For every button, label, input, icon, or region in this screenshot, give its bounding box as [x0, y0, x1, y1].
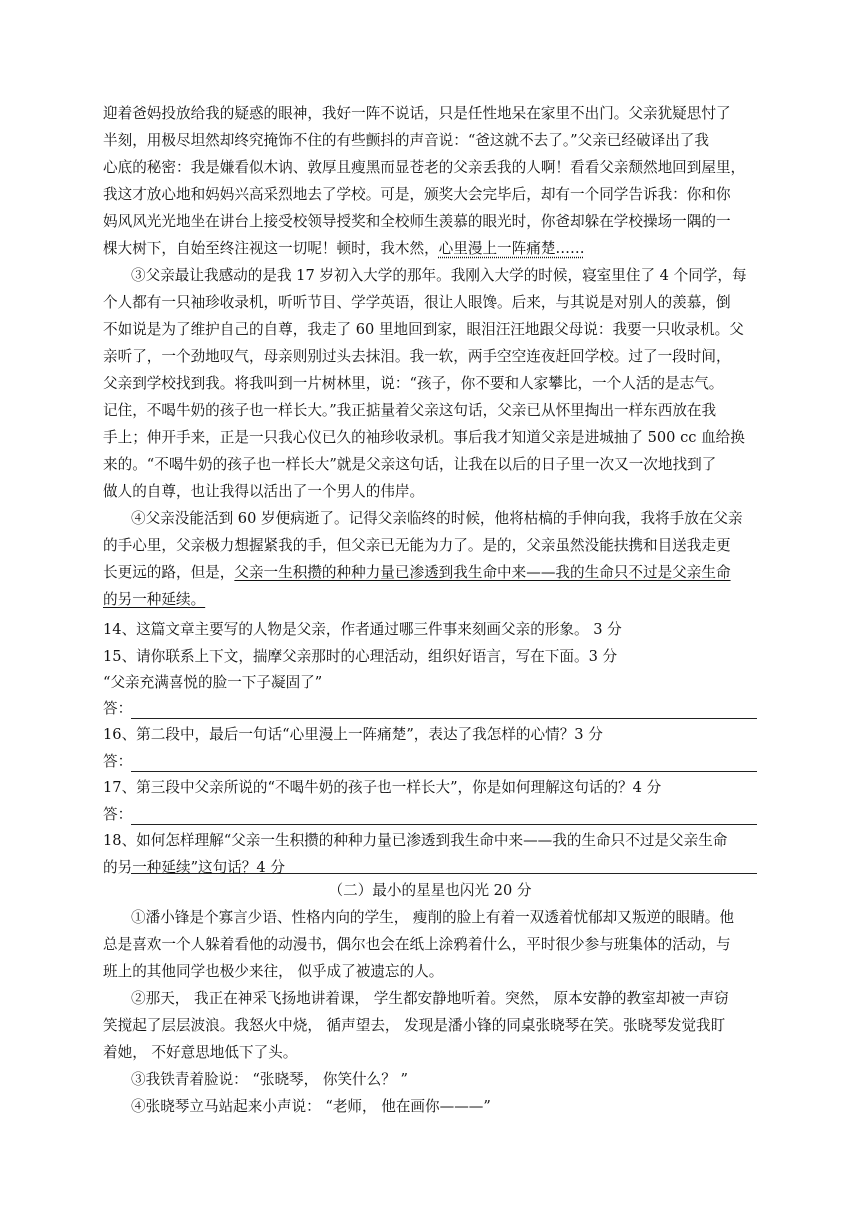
text-line: 手上；伸开手来，正是一只我心仪已久的袖珍收录机。事后我才知道父亲是进城抽了 500 cc 血给换 [103, 429, 745, 446]
question-14: 14、这篇文章主要写的人物是父亲，作者通过哪三件事来刻画父亲的形象。 3 分 [103, 621, 622, 638]
paragraph-3: ③我铁青着脸说： “张晓琴， 你笑什么？ ” [131, 1071, 408, 1088]
underlined-sentence: 的另一种延续。 [103, 591, 206, 608]
answer-line-15[interactable] [131, 718, 757, 719]
paragraph-1-first-line: ①潘小锋是个寡言少语、性格内向的学生， 瘦削的脸上有着一双透着忧郁却又叛逆的眼睛。他 [131, 909, 734, 926]
text-line: 亲听了，一个劲地叹气，母亲则别过头去抹泪。我一软，两手空空连夜赶回学校。过了一段时间， [103, 348, 731, 365]
section-title: （二）最小的星星也闪光 20 分 [328, 882, 532, 899]
text-segment: 长更远的路，但是， [103, 564, 235, 581]
text-line: 做人的自尊，也让我得以活出了一个男人的伟岸。 [103, 483, 425, 500]
text-line [103, 239, 763, 259]
paragraph-4-first-line: ④父亲没能活到 60 岁便病逝了。记得父亲临终的时候，他将枯槁的手伸向我，我将手放在父亲 [131, 510, 743, 527]
paragraph-4: ④张晓琴立马站起来小声说： “老师， 他在画你———” [131, 1098, 491, 1115]
paragraph-2-first-line: ②那天， 我正在神采飞扬地讲着课， 学生都安静地听着。突然， 原本安静的教室却被一声窃 [131, 990, 729, 1007]
text-line: 个人都有一只袖珍收录机，听听节目、学学英语，很让人眼馋。后来，与其说是对别人的羡慕，倒 [103, 294, 731, 311]
text-line: 我这才放心地和妈妈兴高采烈地去了学校。可是，颁奖大会完毕后，却有一个同学告诉我：你和你 [103, 186, 731, 203]
text-line: 父亲到学校找到我。将我叫到一片树林里，说：“孩子，你不要和人家攀比，一个人活的是志气。 [103, 375, 724, 392]
text-line: 妈风风光光地坐在讲台上接受校领导授奖和全校师生羡慕的眼光时，你爸却躲在学校操场一隅的一 [103, 213, 731, 230]
text-line: 心底的秘密：我是嫌看似木讷、敦厚且瘦黑而显苍老的父亲丢我的人啊！看看父亲颓然地回到屋里， [103, 159, 746, 176]
question-18-line-1: 18、如何怎样理解“父亲一生积攒的种种力量已渗透到我生命中来——我的生命只不过是父亲生命 [103, 832, 728, 849]
question-18-line-2: 的另一种延续”这句话？4 分 [103, 859, 285, 876]
text-line [103, 563, 763, 583]
text-line: 半刻，用极尽坦然却终究掩饰不住的有些颤抖的声音说：“爸这就不去了。”父亲已经破译出了我 [103, 132, 709, 149]
answer-label: 答： [103, 753, 133, 770]
underlined-sentence: 父亲一生积攒的种种力量已渗透到我生命中来——我的生命只不过是父亲生命 [234, 564, 731, 581]
question-15-quote: “父亲充满喜悦的脸一下子凝固了” [103, 674, 323, 691]
text-line: 来的。“不喝牛奶的孩子也一样长大”就是父亲这句话，让我在以后的日子里一次又一次地找到了 [103, 456, 717, 473]
text-line: 不如说是为了维护自己的自尊，我走了 60 里地回到家，眼泪汪汪地跟父母说：我要一只收录机。父 [103, 321, 744, 338]
answer-label: 答： [103, 806, 133, 823]
text-line: 班上的其他同学也极少来往， 似乎成了被遗忘的人。 [103, 963, 444, 980]
answer-line-16[interactable] [131, 771, 757, 772]
text-line: 总是喜欢一个人躲着看他的动漫书，偶尔也会在纸上涂鸦着什么，平时很少参与班集体的活动，与 [103, 936, 731, 953]
answer-line-17[interactable] [131, 824, 757, 825]
text-line: 笑搅起了层层波浪。我怒火中烧， 循声望去， 发现是潘小锋的同桌张晓琴在笑。张晓琴发觉我盯 [103, 1017, 726, 1034]
text-line [103, 590, 763, 610]
dotted-underlined-phrase: 心里漫上一阵痛楚…… [438, 240, 585, 257]
text-segment: 棵大树下，自始至终注视这一切呢！顿时，我木然， [103, 240, 439, 257]
text-line: 着她， 不好意思地低下了头。 [103, 1044, 298, 1061]
text-line: 的手心里，父亲极力想握紧我的手，但父亲已无能为力了。是的，父亲虽然没能扶携和目送我走更 [103, 537, 731, 554]
text-line: 记住，不喝牛奶的孩子也一样长大。”我正掂量着父亲这句话，父亲已从怀里掏出一样东西放在我 [103, 402, 717, 419]
question-15: 15、请你联系上下文，揣摩父亲那时的心理活动，组织好语言，写在下面。3 分 [103, 648, 618, 665]
text-line: 迎着爸妈投放给我的疑惑的眼神，我好一阵不说话，只是任性地呆在家里不出门。父亲犹疑思忖了 [103, 105, 731, 122]
question-17: 17、第三段中父亲所说的“不喝牛奶的孩子也一样长大”，你是如何理解这句话的？4 分 [103, 779, 662, 796]
question-16: 16、第二段中，最后一句话“心里漫上一阵痛楚”，表达了我怎样的心情？3 分 [103, 726, 603, 743]
answer-line-18[interactable] [131, 873, 757, 874]
paragraph-3-first-line: ③父亲最让我感动的是我 17 岁初入大学的那年。我刚入大学的时候，寝室里住了 4 个同学，每 [131, 267, 747, 284]
answer-label: 答： [103, 700, 133, 717]
